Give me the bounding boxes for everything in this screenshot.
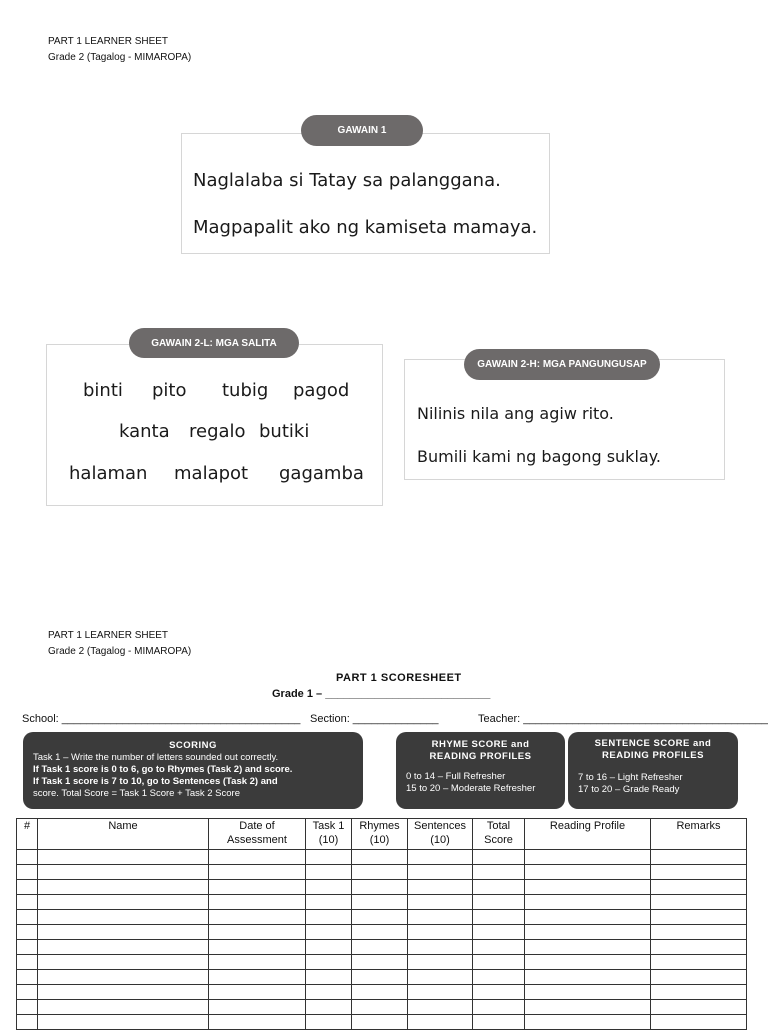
table-row <box>17 970 747 985</box>
word: binti <box>83 380 123 401</box>
table-cell[interactable] <box>473 895 525 910</box>
table-cell[interactable] <box>209 985 306 1000</box>
table-cell[interactable] <box>651 970 747 985</box>
sentence-box <box>568 732 738 809</box>
table-cell[interactable] <box>352 895 408 910</box>
grade-line: Grade 1 – ___________________________ <box>272 688 491 700</box>
table-cell[interactable] <box>306 940 352 955</box>
col-header-task1: Task 1 (10) <box>306 819 352 850</box>
col-header-remarks: Remarks <box>651 819 747 850</box>
table-cell[interactable] <box>408 865 473 880</box>
table-cell[interactable] <box>525 910 651 925</box>
rhyme-line: 15 to 20 – Moderate Refresher <box>406 783 536 794</box>
table-cell[interactable] <box>651 1015 747 1030</box>
grade-subtitle: Grade 2 (Tagalog - MIMAROPA) <box>48 52 192 63</box>
table-cell[interactable] <box>38 850 209 865</box>
grade-subtitle: Grade 2 (Tagalog - MIMAROPA) <box>48 646 192 657</box>
table-cell[interactable] <box>473 970 525 985</box>
table-cell[interactable] <box>352 940 408 955</box>
gawain1-sentence: Naglalaba si Tatay sa palanggana. <box>193 170 501 191</box>
scoring-line: If Task 1 score is 7 to 10, go to Sentences (Task 2) and <box>33 776 278 787</box>
table-cell[interactable] <box>525 1015 651 1030</box>
col-header-total: Total Score <box>473 819 525 850</box>
table-cell[interactable] <box>306 880 352 895</box>
col-header-reading-profile: Reading Profile <box>525 819 651 850</box>
table-cell[interactable] <box>17 985 38 1000</box>
table-cell[interactable] <box>408 970 473 985</box>
table-cell[interactable] <box>352 1000 408 1015</box>
table-cell[interactable] <box>651 895 747 910</box>
table-cell[interactable] <box>17 940 38 955</box>
table-cell[interactable] <box>38 970 209 985</box>
table-cell[interactable] <box>473 910 525 925</box>
table-cell[interactable] <box>17 1015 38 1030</box>
table-cell[interactable] <box>17 955 38 970</box>
table-cell[interactable] <box>17 865 38 880</box>
col-header-rhymes: Rhymes (10) <box>352 819 408 850</box>
table-cell[interactable] <box>525 1000 651 1015</box>
scoring-box <box>23 732 363 809</box>
table-cell[interactable] <box>306 850 352 865</box>
table-cell[interactable] <box>38 1015 209 1030</box>
table-cell[interactable] <box>352 955 408 970</box>
table-cell[interactable] <box>38 955 209 970</box>
rhyme-title: RHYME SCORE and <box>431 739 530 750</box>
word: gagamba <box>279 463 364 484</box>
table-cell[interactable] <box>408 940 473 955</box>
table-row <box>17 925 747 940</box>
table-cell[interactable] <box>473 955 525 970</box>
table-cell[interactable] <box>525 895 651 910</box>
gawain1-label: GAWAIN 1 <box>301 115 423 146</box>
table-cell[interactable] <box>352 850 408 865</box>
table-cell[interactable] <box>352 985 408 1000</box>
table-cell[interactable] <box>651 925 747 940</box>
word: malapot <box>174 463 249 484</box>
table-row <box>17 1000 747 1015</box>
table-cell[interactable] <box>352 910 408 925</box>
word: halaman <box>69 463 148 484</box>
table-cell[interactable] <box>473 865 525 880</box>
sentence-title: SENTENCE SCORE and <box>594 738 712 749</box>
table-cell[interactable] <box>651 985 747 1000</box>
table-cell[interactable] <box>38 985 209 1000</box>
table-cell[interactable] <box>525 925 651 940</box>
table-cell[interactable] <box>17 895 38 910</box>
table-cell[interactable] <box>651 955 747 970</box>
table-cell[interactable] <box>209 850 306 865</box>
table-cell[interactable] <box>209 1000 306 1015</box>
table-cell[interactable] <box>209 955 306 970</box>
sheet-title: PART 1 LEARNER SHEET <box>48 630 169 641</box>
word: pito <box>152 380 187 401</box>
gawain1-sentence: Magpapalit ako ng kamiseta mamaya. <box>193 217 538 238</box>
sentence-line: 17 to 20 – Grade Ready <box>578 784 680 795</box>
table-cell[interactable] <box>38 910 209 925</box>
scoring-title: SCORING <box>169 740 217 751</box>
word: butiki <box>259 421 310 442</box>
teacher-field: Teacher: ________________________________________ <box>478 713 768 725</box>
page1-header <box>48 34 191 66</box>
table-row <box>17 865 747 880</box>
table-cell[interactable] <box>17 850 38 865</box>
table-cell[interactable] <box>38 940 209 955</box>
scoring-line: score. Total Score = Task 1 Score + Task 2 Score <box>33 788 240 799</box>
table-row <box>17 850 747 865</box>
scoring-line: Task 1 – Write the number of letters sounded out correctly. <box>33 752 279 763</box>
table-cell[interactable] <box>306 1015 352 1030</box>
word: kanta <box>119 421 170 442</box>
gawain2h-sentence: Nilinis nila ang agiw rito. <box>417 404 614 423</box>
table-cell[interactable] <box>306 910 352 925</box>
table-cell[interactable] <box>352 880 408 895</box>
table-cell[interactable] <box>525 850 651 865</box>
table-cell[interactable] <box>525 940 651 955</box>
word: tubig <box>222 380 269 401</box>
table-cell[interactable] <box>209 865 306 880</box>
table-cell[interactable] <box>17 910 38 925</box>
table-cell[interactable] <box>651 850 747 865</box>
table-cell[interactable] <box>209 940 306 955</box>
table-row <box>17 880 747 895</box>
table-cell[interactable] <box>473 985 525 1000</box>
col-header-date: Date of Assessment <box>209 819 306 850</box>
table-cell[interactable] <box>473 1015 525 1030</box>
rhyme-box <box>396 732 565 809</box>
table-cell[interactable] <box>408 925 473 940</box>
table-cell[interactable] <box>209 1015 306 1030</box>
table-cell[interactable] <box>352 1015 408 1030</box>
table-cell[interactable] <box>408 1000 473 1015</box>
table-cell[interactable] <box>38 1000 209 1015</box>
table-cell[interactable] <box>525 865 651 880</box>
table-cell[interactable] <box>306 955 352 970</box>
table-cell[interactable] <box>306 985 352 1000</box>
table-cell[interactable] <box>408 895 473 910</box>
col-header-sentences: Sentences (10) <box>408 819 473 850</box>
table-cell[interactable] <box>408 910 473 925</box>
table-cell[interactable] <box>408 955 473 970</box>
table-cell[interactable] <box>473 925 525 940</box>
table-cell[interactable] <box>408 880 473 895</box>
scoring-line: If Task 1 score is 0 to 6, go to Rhymes (Task 2) and score. <box>33 764 293 775</box>
table-cell[interactable] <box>473 850 525 865</box>
table-cell[interactable] <box>525 970 651 985</box>
sentence-line: 7 to 16 – Light Refresher <box>578 772 683 783</box>
table-cell[interactable] <box>38 865 209 880</box>
table-header-row <box>17 819 747 850</box>
table-row <box>17 895 747 910</box>
sentence-subtitle: READING PROFILES <box>602 750 704 761</box>
table-cell[interactable] <box>352 970 408 985</box>
table-cell[interactable] <box>352 865 408 880</box>
table-cell[interactable] <box>651 1000 747 1015</box>
table-cell[interactable] <box>408 850 473 865</box>
table-cell[interactable] <box>17 970 38 985</box>
word: pagod <box>293 380 350 401</box>
table-row <box>17 910 747 925</box>
table-cell[interactable] <box>306 925 352 940</box>
table-cell[interactable] <box>651 880 747 895</box>
table-cell[interactable] <box>209 910 306 925</box>
gawain2h-label: GAWAIN 2-H: MGA PANGUNGUSAP <box>464 349 660 380</box>
table-cell[interactable] <box>209 880 306 895</box>
school-field: School: _______________________________________ <box>22 713 301 725</box>
table-cell[interactable] <box>17 880 38 895</box>
table-cell[interactable] <box>209 925 306 940</box>
table-cell[interactable] <box>408 985 473 1000</box>
table-cell[interactable] <box>473 940 525 955</box>
table-cell[interactable] <box>651 940 747 955</box>
gawain2l-label: GAWAIN 2-L: MGA SALITA <box>129 328 299 358</box>
table-cell[interactable] <box>352 925 408 940</box>
table-cell[interactable] <box>209 895 306 910</box>
table-cell[interactable] <box>17 1000 38 1015</box>
table-cell[interactable] <box>17 925 38 940</box>
table-cell[interactable] <box>651 865 747 880</box>
table-cell[interactable] <box>525 985 651 1000</box>
table-cell[interactable] <box>306 1000 352 1015</box>
table-cell[interactable] <box>209 970 306 985</box>
table-cell[interactable] <box>38 925 209 940</box>
table-cell[interactable] <box>306 970 352 985</box>
table-cell[interactable] <box>306 895 352 910</box>
table-row <box>17 940 747 955</box>
page2-header <box>48 628 191 660</box>
rhyme-subtitle: READING PROFILES <box>429 751 532 762</box>
table-cell[interactable] <box>38 880 209 895</box>
table-cell[interactable] <box>651 910 747 925</box>
table-cell[interactable] <box>473 880 525 895</box>
score-table <box>16 818 747 1030</box>
table-row <box>17 955 747 970</box>
section-field: Section: ______________ <box>310 713 439 725</box>
table-cell[interactable] <box>525 880 651 895</box>
table-row <box>17 1015 747 1030</box>
gawain2h-sentence: Bumili kami ng bagong suklay. <box>417 447 661 466</box>
table-cell[interactable] <box>473 1000 525 1015</box>
table-row <box>17 985 747 1000</box>
table-cell[interactable] <box>408 1015 473 1030</box>
rhyme-line: 0 to 14 – Full Refresher <box>406 771 506 782</box>
col-header-name: Name <box>38 819 209 850</box>
scoresheet-title: PART 1 SCORESHEET <box>336 672 462 684</box>
word: regalo <box>189 421 246 442</box>
table-cell[interactable] <box>525 955 651 970</box>
sheet-title: PART 1 LEARNER SHEET <box>48 36 169 47</box>
col-header-number: # <box>17 819 38 850</box>
table-cell[interactable] <box>306 865 352 880</box>
table-cell[interactable] <box>38 895 209 910</box>
